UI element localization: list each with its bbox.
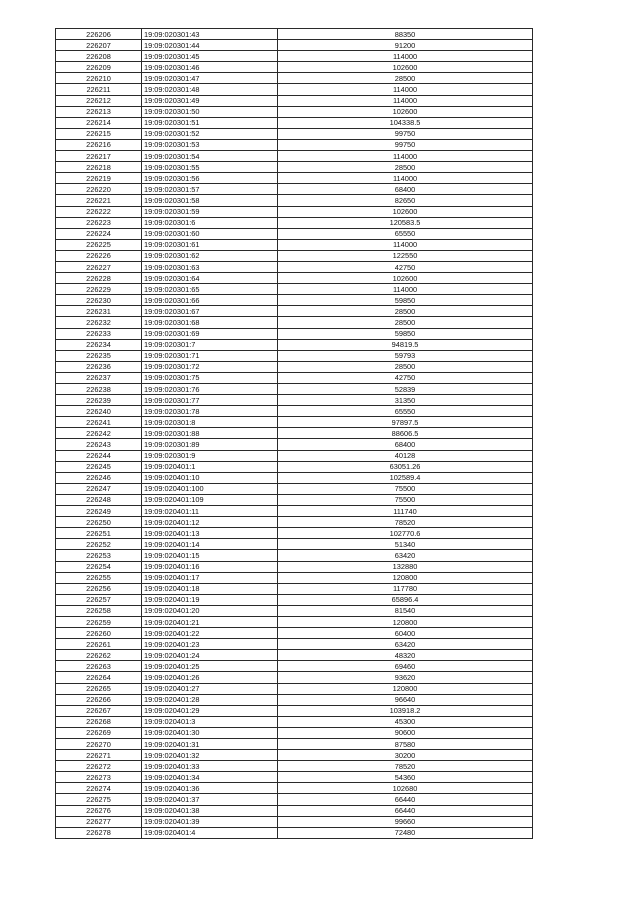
- table-row: [56, 339, 533, 350]
- table-row: [56, 739, 533, 750]
- value-cell: 102600: [278, 206, 533, 217]
- cadastral-number-cell: 19:09:020401:30: [142, 727, 278, 738]
- table-row: [56, 661, 533, 672]
- value-cell: 117780: [278, 583, 533, 594]
- value-cell: 66440: [278, 794, 533, 805]
- row-number-cell: 226259: [56, 616, 142, 627]
- table-row: [56, 506, 533, 517]
- row-number-cell: 226220: [56, 184, 142, 195]
- value-cell: 31350: [278, 395, 533, 406]
- table-row: [56, 328, 533, 339]
- value-cell: 81540: [278, 605, 533, 616]
- table-row: [56, 727, 533, 738]
- table-row: [56, 494, 533, 505]
- row-number-cell: 226270: [56, 739, 142, 750]
- value-cell: 102589.4: [278, 472, 533, 483]
- value-cell: 102770.6: [278, 528, 533, 539]
- table-row: [56, 472, 533, 483]
- row-number-cell: 226277: [56, 816, 142, 827]
- row-number-cell: 226273: [56, 772, 142, 783]
- cadastral-number-cell: 19:09:020301:52: [142, 128, 278, 139]
- value-cell: 48320: [278, 650, 533, 661]
- table-row: [56, 794, 533, 805]
- value-cell: 59850: [278, 328, 533, 339]
- row-number-cell: 226276: [56, 805, 142, 816]
- row-number-cell: 226212: [56, 95, 142, 106]
- table-row: [56, 683, 533, 694]
- row-number-cell: 226240: [56, 406, 142, 417]
- value-cell: 78520: [278, 761, 533, 772]
- cadastral-number-cell: 19:09:020401:32: [142, 750, 278, 761]
- value-cell: 65550: [278, 228, 533, 239]
- cadastral-number-cell: 19:09:020301:53: [142, 139, 278, 150]
- table-row: [56, 616, 533, 627]
- cadastral-number-cell: 19:09:020301:58: [142, 195, 278, 206]
- table-row: [56, 117, 533, 128]
- cadastral-number-cell: 19:09:020401:21: [142, 616, 278, 627]
- table-row: [56, 750, 533, 761]
- value-cell: 111740: [278, 506, 533, 517]
- table-row: [56, 783, 533, 794]
- table-row: [56, 395, 533, 406]
- value-cell: 88606.5: [278, 428, 533, 439]
- row-number-cell: 226250: [56, 517, 142, 528]
- value-cell: 75500: [278, 483, 533, 494]
- row-number-cell: 226265: [56, 683, 142, 694]
- table-row: [56, 827, 533, 838]
- table-row: [56, 384, 533, 395]
- row-number-cell: 226237: [56, 372, 142, 383]
- row-number-cell: 226207: [56, 40, 142, 51]
- row-number-cell: 226228: [56, 273, 142, 284]
- cadastral-number-cell: 19:09:020301:47: [142, 73, 278, 84]
- cadastral-number-cell: 19:09:020301:6: [142, 217, 278, 228]
- cadastral-number-cell: 19:09:020301:44: [142, 40, 278, 51]
- value-cell: 114000: [278, 284, 533, 295]
- row-number-cell: 226244: [56, 450, 142, 461]
- cadastral-number-cell: 19:09:020301:48: [142, 84, 278, 95]
- value-cell: 93620: [278, 672, 533, 683]
- table-row: [56, 284, 533, 295]
- cadastral-number-cell: 19:09:020401:4: [142, 827, 278, 838]
- row-number-cell: 226260: [56, 628, 142, 639]
- table-row: [56, 62, 533, 73]
- cadastral-number-cell: 19:09:020301:45: [142, 51, 278, 62]
- table-row: [56, 84, 533, 95]
- value-cell: 28500: [278, 361, 533, 372]
- cadastral-number-cell: 19:09:020401:25: [142, 661, 278, 672]
- table-row: [56, 106, 533, 117]
- value-cell: 65896.4: [278, 594, 533, 605]
- value-cell: 66440: [278, 805, 533, 816]
- row-number-cell: 226227: [56, 261, 142, 272]
- table-row: [56, 361, 533, 372]
- table-row: [56, 628, 533, 639]
- value-cell: 132880: [278, 561, 533, 572]
- value-cell: 114000: [278, 51, 533, 62]
- value-cell: 72480: [278, 827, 533, 838]
- table-row: [56, 772, 533, 783]
- cadastral-number-cell: 19:09:020401:12: [142, 517, 278, 528]
- value-cell: 28500: [278, 306, 533, 317]
- cadastral-number-cell: 19:09:020401:27: [142, 683, 278, 694]
- cadastral-number-cell: 19:09:020301:51: [142, 117, 278, 128]
- value-cell: 88350: [278, 29, 533, 40]
- row-number-cell: 226245: [56, 461, 142, 472]
- table-row: [56, 650, 533, 661]
- table-row: [56, 594, 533, 605]
- table-row: [56, 816, 533, 827]
- table-row: [56, 350, 533, 361]
- row-number-cell: 226249: [56, 506, 142, 517]
- cadastral-number-cell: 19:09:020401:29: [142, 705, 278, 716]
- cadastral-number-cell: 19:09:020401:34: [142, 772, 278, 783]
- value-cell: 75500: [278, 494, 533, 505]
- value-cell: 120583.5: [278, 217, 533, 228]
- value-cell: 104338.5: [278, 117, 533, 128]
- table-row: [56, 261, 533, 272]
- table-row: [56, 483, 533, 494]
- row-number-cell: 226233: [56, 328, 142, 339]
- row-number-cell: 226225: [56, 239, 142, 250]
- cadastral-number-cell: 19:09:020301:63: [142, 261, 278, 272]
- value-cell: 59793: [278, 350, 533, 361]
- row-number-cell: 226275: [56, 794, 142, 805]
- table-row: [56, 206, 533, 217]
- table-row: [56, 705, 533, 716]
- cadastral-number-cell: 19:09:020301:89: [142, 439, 278, 450]
- cadastral-number-cell: 19:09:020301:68: [142, 317, 278, 328]
- row-number-cell: 226211: [56, 84, 142, 95]
- value-cell: 60400: [278, 628, 533, 639]
- cadastral-number-cell: 19:09:020301:9: [142, 450, 278, 461]
- row-number-cell: 226274: [56, 783, 142, 794]
- cadastral-number-cell: 19:09:020401:31: [142, 739, 278, 750]
- row-number-cell: 226219: [56, 173, 142, 184]
- cadastral-number-cell: 19:09:020301:78: [142, 406, 278, 417]
- cadastral-number-cell: 19:09:020301:55: [142, 162, 278, 173]
- row-number-cell: 226226: [56, 250, 142, 261]
- value-cell: 94819.5: [278, 339, 533, 350]
- cadastral-number-cell: 19:09:020401:20: [142, 605, 278, 616]
- row-number-cell: 226229: [56, 284, 142, 295]
- row-number-cell: 226221: [56, 195, 142, 206]
- cadastral-number-cell: 19:09:020401:13: [142, 528, 278, 539]
- row-number-cell: 226208: [56, 51, 142, 62]
- cadastral-number-cell: 19:09:020401:109: [142, 494, 278, 505]
- table-row: [56, 761, 533, 772]
- row-number-cell: 226223: [56, 217, 142, 228]
- row-number-cell: 226258: [56, 605, 142, 616]
- value-cell: 99660: [278, 816, 533, 827]
- cadastral-number-cell: 19:09:020401:39: [142, 816, 278, 827]
- row-number-cell: 226255: [56, 572, 142, 583]
- value-cell: 91200: [278, 40, 533, 51]
- cadastral-number-cell: 19:09:020301:54: [142, 151, 278, 162]
- row-number-cell: 226246: [56, 472, 142, 483]
- value-cell: 65550: [278, 406, 533, 417]
- cadastral-number-cell: 19:09:020401:23: [142, 639, 278, 650]
- table-row: [56, 51, 533, 62]
- value-cell: 28500: [278, 317, 533, 328]
- table-row: [56, 295, 533, 306]
- table-row: [56, 29, 533, 40]
- table-row: [56, 406, 533, 417]
- row-number-cell: 226238: [56, 384, 142, 395]
- row-number-cell: 226213: [56, 106, 142, 117]
- value-cell: 69460: [278, 661, 533, 672]
- value-cell: 114000: [278, 173, 533, 184]
- row-number-cell: 226234: [56, 339, 142, 350]
- value-cell: 114000: [278, 239, 533, 250]
- row-number-cell: 226231: [56, 306, 142, 317]
- row-number-cell: 226248: [56, 494, 142, 505]
- value-cell: 82650: [278, 195, 533, 206]
- value-cell: 28500: [278, 73, 533, 84]
- cadastral-number-cell: 19:09:020301:88: [142, 428, 278, 439]
- table-row: [56, 40, 533, 51]
- cadastral-number-cell: 19:09:020301:59: [142, 206, 278, 217]
- value-cell: 52839: [278, 384, 533, 395]
- cadastral-number-cell: 19:09:020401:33: [142, 761, 278, 772]
- row-number-cell: 226218: [56, 162, 142, 173]
- table-row: [56, 184, 533, 195]
- value-cell: 120800: [278, 572, 533, 583]
- value-cell: 87580: [278, 739, 533, 750]
- value-cell: 102680: [278, 783, 533, 794]
- cadastral-number-cell: 19:09:020301:76: [142, 384, 278, 395]
- value-cell: 120800: [278, 616, 533, 627]
- cadastral-number-cell: 19:09:020401:17: [142, 572, 278, 583]
- row-number-cell: 226261: [56, 639, 142, 650]
- value-cell: 120800: [278, 683, 533, 694]
- cadastral-number-cell: 19:09:020401:36: [142, 783, 278, 794]
- value-cell: 103918.2: [278, 705, 533, 716]
- cadastral-number-cell: 19:09:020301:46: [142, 62, 278, 73]
- cadastral-number-cell: 19:09:020301:75: [142, 372, 278, 383]
- row-number-cell: 226252: [56, 539, 142, 550]
- table-row: [56, 195, 533, 206]
- cadastral-number-cell: 19:09:020301:77: [142, 395, 278, 406]
- row-number-cell: 226217: [56, 151, 142, 162]
- table-row: [56, 672, 533, 683]
- value-cell: 102600: [278, 62, 533, 73]
- row-number-cell: 226253: [56, 550, 142, 561]
- row-number-cell: 226206: [56, 29, 142, 40]
- cadastral-number-cell: 19:09:020401:26: [142, 672, 278, 683]
- table-row: [56, 561, 533, 572]
- value-cell: 63420: [278, 639, 533, 650]
- value-cell: 30200: [278, 750, 533, 761]
- cadastral-number-cell: 19:09:020401:11: [142, 506, 278, 517]
- table-row: [56, 372, 533, 383]
- cadastral-number-cell: 19:09:020301:69: [142, 328, 278, 339]
- table-row: [56, 439, 533, 450]
- cadastral-number-cell: 19:09:020301:62: [142, 250, 278, 261]
- value-cell: 102600: [278, 106, 533, 117]
- data-table: [55, 28, 533, 839]
- value-cell: 114000: [278, 84, 533, 95]
- table-row: [56, 173, 533, 184]
- row-number-cell: 226232: [56, 317, 142, 328]
- cadastral-number-cell: 19:09:020301:7: [142, 339, 278, 350]
- cadastral-number-cell: 19:09:020401:18: [142, 583, 278, 594]
- row-number-cell: 226209: [56, 62, 142, 73]
- table-row: [56, 139, 533, 150]
- row-number-cell: 226215: [56, 128, 142, 139]
- table-row: [56, 528, 533, 539]
- value-cell: 78520: [278, 517, 533, 528]
- table-row: [56, 417, 533, 428]
- table-row: [56, 128, 533, 139]
- table-row: [56, 250, 533, 261]
- table-row: [56, 572, 533, 583]
- row-number-cell: 226254: [56, 561, 142, 572]
- table-row: [56, 461, 533, 472]
- cadastral-number-cell: 19:09:020301:72: [142, 361, 278, 372]
- value-cell: 114000: [278, 151, 533, 162]
- value-cell: 59850: [278, 295, 533, 306]
- row-number-cell: 226235: [56, 350, 142, 361]
- row-number-cell: 226210: [56, 73, 142, 84]
- value-cell: 96640: [278, 694, 533, 705]
- cadastral-number-cell: 19:09:020301:57: [142, 184, 278, 195]
- cadastral-number-cell: 19:09:020401:14: [142, 539, 278, 550]
- table-row: [56, 306, 533, 317]
- table-row: [56, 151, 533, 162]
- row-number-cell: 226216: [56, 139, 142, 150]
- row-number-cell: 226241: [56, 417, 142, 428]
- row-number-cell: 226224: [56, 228, 142, 239]
- table-row: [56, 539, 533, 550]
- row-number-cell: 226264: [56, 672, 142, 683]
- value-cell: 68400: [278, 439, 533, 450]
- value-cell: 97897.5: [278, 417, 533, 428]
- table-row: [56, 228, 533, 239]
- table-row: [56, 450, 533, 461]
- row-number-cell: 226239: [56, 395, 142, 406]
- row-number-cell: 226262: [56, 650, 142, 661]
- cadastral-number-cell: 19:09:020401:28: [142, 694, 278, 705]
- cadastral-number-cell: 19:09:020301:56: [142, 173, 278, 184]
- value-cell: 114000: [278, 95, 533, 106]
- row-number-cell: 226257: [56, 594, 142, 605]
- row-number-cell: 226242: [56, 428, 142, 439]
- cadastral-number-cell: 19:09:020301:8: [142, 417, 278, 428]
- table-row: [56, 716, 533, 727]
- cadastral-number-cell: 19:09:020301:66: [142, 295, 278, 306]
- cadastral-number-cell: 19:09:020401:16: [142, 561, 278, 572]
- table-row: [56, 805, 533, 816]
- cadastral-number-cell: 19:09:020301:43: [142, 29, 278, 40]
- table-row: [56, 428, 533, 439]
- row-number-cell: 226268: [56, 716, 142, 727]
- row-number-cell: 226269: [56, 727, 142, 738]
- cadastral-number-cell: 19:09:020401:24: [142, 650, 278, 661]
- cadastral-number-cell: 19:09:020401:19: [142, 594, 278, 605]
- value-cell: 99750: [278, 139, 533, 150]
- cadastral-number-cell: 19:09:020401:22: [142, 628, 278, 639]
- value-cell: 90600: [278, 727, 533, 738]
- table-row: [56, 273, 533, 284]
- table-row: [56, 694, 533, 705]
- value-cell: 68400: [278, 184, 533, 195]
- value-cell: 45300: [278, 716, 533, 727]
- cadastral-number-cell: 19:09:020301:49: [142, 95, 278, 106]
- value-cell: 99750: [278, 128, 533, 139]
- cadastral-number-cell: 19:09:020301:60: [142, 228, 278, 239]
- cadastral-number-cell: 19:09:020401:10: [142, 472, 278, 483]
- table-row: [56, 95, 533, 106]
- cadastral-number-cell: 19:09:020401:3: [142, 716, 278, 727]
- cadastral-number-cell: 19:09:020301:67: [142, 306, 278, 317]
- cadastral-number-cell: 19:09:020301:64: [142, 273, 278, 284]
- table-row: [56, 605, 533, 616]
- cadastral-number-cell: 19:09:020401:38: [142, 805, 278, 816]
- cadastral-number-cell: 19:09:020401:1: [142, 461, 278, 472]
- row-number-cell: 226278: [56, 827, 142, 838]
- cadastral-number-cell: 19:09:020301:61: [142, 239, 278, 250]
- value-cell: 28500: [278, 162, 533, 173]
- value-cell: 122550: [278, 250, 533, 261]
- table-row: [56, 217, 533, 228]
- cadastral-number-cell: 19:09:020401:100: [142, 483, 278, 494]
- row-number-cell: 226263: [56, 661, 142, 672]
- row-number-cell: 226243: [56, 439, 142, 450]
- value-cell: 63051.26: [278, 461, 533, 472]
- row-number-cell: 226230: [56, 295, 142, 306]
- row-number-cell: 226266: [56, 694, 142, 705]
- table-row: [56, 162, 533, 173]
- cadastral-number-cell: 19:09:020301:65: [142, 284, 278, 295]
- cadastral-number-cell: 19:09:020401:15: [142, 550, 278, 561]
- table-row: [56, 583, 533, 594]
- value-cell: 63420: [278, 550, 533, 561]
- value-cell: 102600: [278, 273, 533, 284]
- cadastral-number-cell: 19:09:020301:50: [142, 106, 278, 117]
- row-number-cell: 226256: [56, 583, 142, 594]
- table-row: [56, 239, 533, 250]
- table-row: [56, 517, 533, 528]
- cadastral-number-cell: 19:09:020401:37: [142, 794, 278, 805]
- row-number-cell: 226236: [56, 361, 142, 372]
- row-number-cell: 226267: [56, 705, 142, 716]
- row-number-cell: 226214: [56, 117, 142, 128]
- row-number-cell: 226247: [56, 483, 142, 494]
- row-number-cell: 226251: [56, 528, 142, 539]
- table-row: [56, 73, 533, 84]
- cadastral-number-cell: 19:09:020301:71: [142, 350, 278, 361]
- row-number-cell: 226271: [56, 750, 142, 761]
- value-cell: 54360: [278, 772, 533, 783]
- value-cell: 42750: [278, 261, 533, 272]
- row-number-cell: 226222: [56, 206, 142, 217]
- value-cell: 42750: [278, 372, 533, 383]
- table-body: [56, 29, 533, 839]
- table-row: [56, 639, 533, 650]
- table-row: [56, 550, 533, 561]
- value-cell: 40128: [278, 450, 533, 461]
- table-row: [56, 317, 533, 328]
- value-cell: 51340: [278, 539, 533, 550]
- row-number-cell: 226272: [56, 761, 142, 772]
